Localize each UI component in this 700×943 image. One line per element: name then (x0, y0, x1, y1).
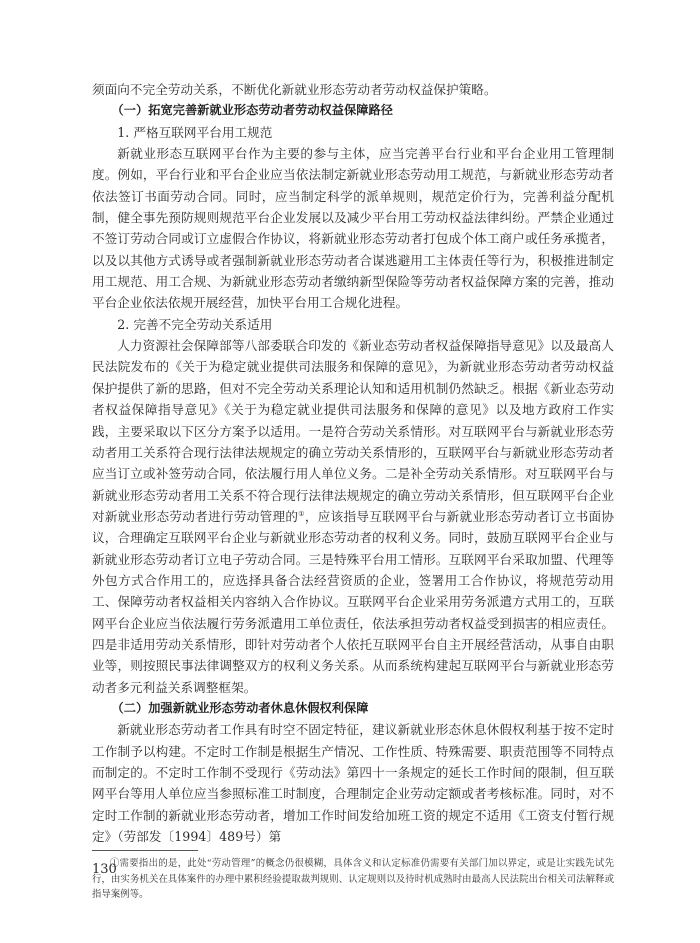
paragraph-labor-relations (92, 335, 614, 698)
paragraph-labor-relations-part-2: ，应该指导互联网平台与新就业形态劳动者订立书面协议，合理确定互联网平台企业与新就业形态劳动者的权利义务。同时，鼓励互联网平台企业与新就业形态劳动者订立电子劳动合同。三是特殊平台用工情形。互联网平台采取加盟、代理等外包方式合作用工的，应选择具备合法经营资质的企业，签署用工合作协议，将规范劳动用工、保障劳动者权益相关内容纳入合作协议。互联网平台企业采用劳务派遣方式用工的，互联网平台企业应当依法履行劳务派遣用工单位责任，依法承担劳动者权益受到损害的相应责任。四是非适用劳动关系情形，即针对劳动者个人依托互联网平台自主开展经营活动，从事自由职业等，则按照民事法律调整双方的权利义务关系。从而系统构建起互联网平台与新就业形态劳动者多元利益关系调整框架。 (92, 508, 614, 695)
section-heading-2: （二）加强新就业形态劳动者休息休假权利保障 (111, 700, 369, 715)
paragraph-labor-relations-part-1: 人力资源社会保障部等八部委联合印发的《新业态劳动者权益保障指导意见》以及最高人民法院发布的《关于为稳定就业提供司法服务和保障的意见》，为新就业形态劳动者劳动权益保护提供了新的思路，但对不完全劳动关系理论认知和适用机制仍然缺乏。根据《新业态劳动者权益保障指导意见》《关于为稳定就业提供司法服务和保障的意见》以及地方政府工作实践，主要采取以下区分方案予以适用。一是符合劳动关系情形。对互联网平台与新就业形态劳动者用工关系符合现行法律法规规定的确立劳动关系情形的，互联网平台与新就业形态劳动者应当订立或补签劳动合同，依法履行用人单位义务。二是补全劳动关系情形。对互联网平台与新就业形态劳动者用工关系不符合现行法律法规规定的确立劳动关系情形，但互联网平台企业对新就业形态劳动者进行劳动管理的 (92, 338, 614, 524)
subsection-heading-2: 2. 完善不完全劳动关系适用 (117, 316, 273, 332)
page-number: 130 (92, 862, 117, 877)
footnote-text: ①需要指出的是，此处“劳动管理”的概念仍很模糊，具体含义和认定标准仍需要有关部门加以界定，或是让实践先试先行，由实务机关在具体案件的办理中累积经验提取裁判规则、认定规则以及待时机成熟时由最高人民法院出台相关司法解释或指导案例等。 (92, 858, 614, 901)
section-heading-1: （一）拓宽完善新就业形态劳动者劳动权益保障路径 (111, 103, 393, 118)
subsection-heading-1: 1. 严格互联网平台用工规范 (117, 124, 273, 140)
intro-paragraph: 须面向不完全劳动关系，不断优化新就业形态劳动者劳动权益保护策略。 (92, 82, 497, 97)
paragraph-rest-rights: 新就业形态劳动者工作具有时空不固定特征，建议新就业形态休息休假权利基于按不定时工作制予以构建。不定时工作制是根据生产情况、工作性质、特殊需要、职责范围等不同特点而制定的。不定时工作制不受现行《劳动法》第四十一条规定的延长工作时间的限制，但互联网平台等用人单位应当参照标准工时制度，合理制定企业劳动定额或者考核标准。同时，对不定时工作制的新就业形态劳动者，增加工作时间发给加班工资的规定不适用《工资支付暂行规定》（劳部发〔1994〕489号）第 (92, 722, 614, 845)
paragraph-platform-regulation: 新就业形态互联网平台作为主要的参与主体，应当完善平台行业和平台企业用工管理制度。例如，平台行业和平台企业应当依法制定新就业形态劳动用工规范，与新就业形态劳动者依法签订书面劳动合同。同时，应当制定科学的派单规则，规范定价行为，完善利益分配机制，健全事先预防规则规范平台企业发展以及减少平台用工劳动权益法律纠纷。严禁企业通过不签订劳动合同或订立虚假合作协议，将新就业形态劳动者打包成个体工商户或任务承揽者，以及以其他方式诱导或者强制新就业形态劳动者合谋逃避用工主体责任等行为，积极推进制定用工规范、用工合规、为新就业形态劳动者缴纳新型保险等劳动者权益保障方案的完善，推动平台企业依法依规开展经营，加快平台用工合规化进程。 (92, 146, 614, 311)
footnote-divider (92, 850, 198, 851)
footnote-reference[interactable]: ① (298, 509, 305, 518)
